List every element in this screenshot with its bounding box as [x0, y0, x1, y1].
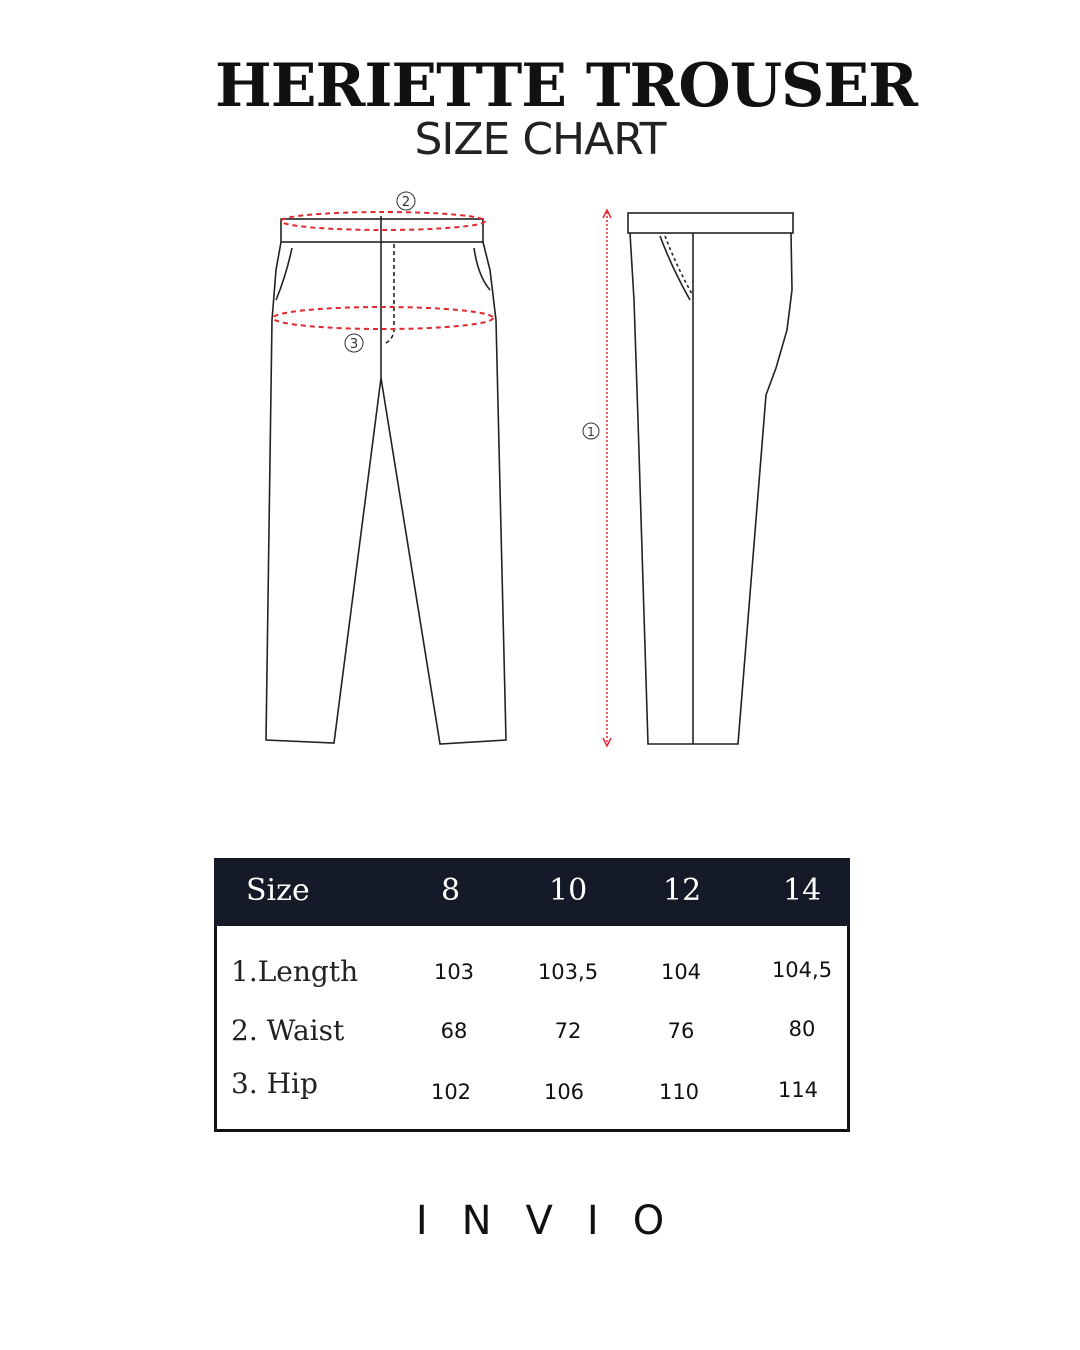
row-label-waist: 2. Waist [231, 1014, 345, 1047]
hip-size-8: 102 [430, 1080, 472, 1104]
waist-measure-line [281, 212, 485, 230]
length-size-14: 104,5 [771, 958, 833, 982]
front-waistband [281, 219, 483, 242]
front-right-pocket [474, 248, 490, 290]
header-size-12: 12 [663, 873, 702, 908]
size-table [214, 858, 850, 1132]
hip-size-14: 114 [777, 1078, 819, 1102]
header-size-8: 8 [441, 873, 461, 908]
side-outline [630, 233, 792, 744]
waist-size-12: 76 [667, 1019, 695, 1043]
svg-text:1: 1 [587, 425, 595, 439]
trouser-side-view [628, 213, 793, 744]
header-size-10: 10 [549, 873, 588, 908]
length-size-8: 103 [433, 960, 475, 984]
side-waistband [628, 213, 793, 233]
page-title: HERIETTE TROUSER [215, 51, 917, 121]
side-pocket-stitching [665, 236, 692, 294]
length-marker [583, 423, 599, 439]
hip-size-12: 110 [658, 1080, 700, 1104]
header-size-label: Size [246, 873, 310, 908]
waist-size-14: 80 [788, 1017, 816, 1041]
row-label-hip: 3. Hip [231, 1067, 318, 1100]
waist-marker [397, 192, 415, 210]
hip-size-10: 106 [543, 1080, 585, 1104]
brand-logo: INVIO [415, 1198, 699, 1244]
header-size-14: 14 [783, 873, 822, 908]
waist-size-8: 68 [440, 1019, 468, 1043]
length-size-10: 103,5 [537, 960, 599, 984]
page-subtitle: SIZE CHART [414, 114, 666, 165]
hip-measure-line [273, 307, 493, 329]
hip-marker [345, 334, 363, 352]
side-pocket [660, 236, 690, 300]
svg-text:3: 3 [349, 337, 359, 352]
svg-text:2: 2 [401, 195, 411, 210]
size-table-header [214, 858, 850, 926]
waist-size-10: 72 [554, 1019, 582, 1043]
row-label-length: 1.Length [231, 955, 359, 988]
length-measure-line [603, 210, 611, 746]
length-size-12: 104 [660, 960, 702, 984]
trouser-front-view [266, 216, 506, 744]
front-outline [266, 242, 506, 744]
